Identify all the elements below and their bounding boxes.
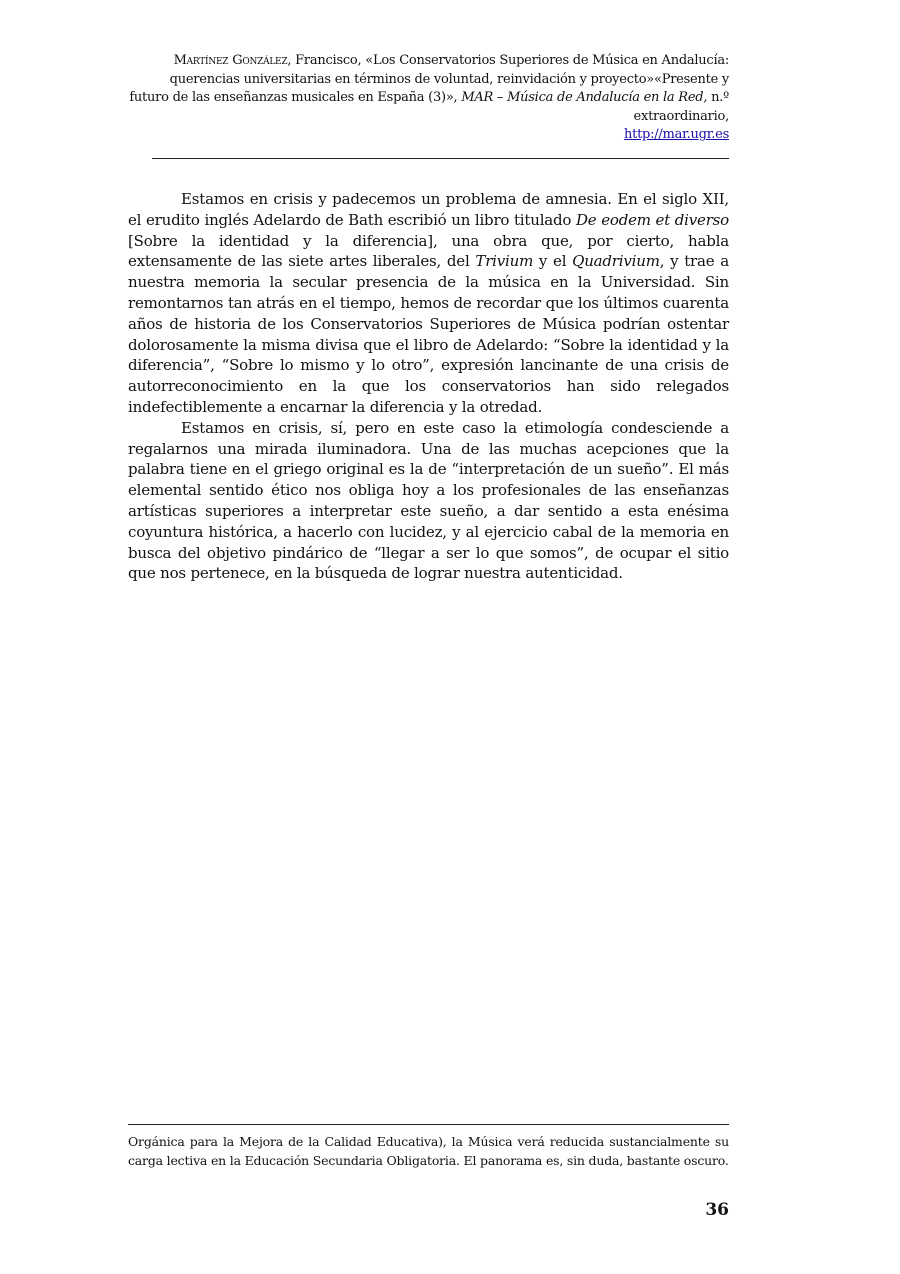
paragraph-1 <box>128 189 729 418</box>
quadrivium-italic: Quadrivium <box>572 252 660 271</box>
footnote-divider <box>128 1124 729 1125</box>
running-header <box>128 52 729 145</box>
citation-issue: n.º extraordinario, <box>633 90 729 124</box>
paragraph-1-text-a: Estamos en crisis y padecemos un problema de amnesia. En el siglo XII, el erudito inglés Adelardo de Bath escribió un libro titulado <box>128 190 729 229</box>
body-text <box>128 189 729 584</box>
paragraph-2: Estamos en crisis, sí, pero en este caso la etimología condesciende a regalarnos una mirada iluminadora. Una de las muchas acepciones que la palabra tiene en el griego original es la de “interpretación de un sueño”. El más elemental sentido ético nos obliga hoy a los profesionales de las enseñanzas artísticas superiores a interpretar este sueño, a dar sentido a esta enésima coyuntura histórica, a hacerlo con lucidez, y al ejercicio cabal de la memoria en busca del objetivo pindárico de “llegar a ser lo que somos”, de ocupar el sitio que nos pertenece, en la búsqueda de lograr nuestra autenticidad. <box>128 418 729 583</box>
journal-title: MAR – Música de Andalucía en la Red, <box>461 90 708 106</box>
paragraph-1-text-c: y el <box>533 252 573 271</box>
paragraph-1-text-b: [Sobre la identidad y la diferencia], una obra que, por cierto, habla extensamente de las siete artes liberales, del <box>128 231 729 271</box>
footnote-text: Orgánica para la Mejora de la Calidad Educativa), la Música verá reducida sustancialmente su carga lectiva en la Educación Secundaria Obligatoria. El panorama es, sin duda, bastante oscuro. <box>128 1134 729 1168</box>
trivium-italic: Trivium <box>475 252 534 271</box>
header-divider <box>152 158 729 159</box>
author-name: Martínez González <box>173 53 288 68</box>
citation-text: , Francisco, «Los Conservatorios Superiores de Música en Andalucía: querencias universitarias en términos de voluntad, reinvidación y proyecto»«Presente y futuro de las enseñanzas musicales en España (3)», <box>129 53 729 106</box>
page-number: 36 <box>705 1200 729 1220</box>
paragraph-1-text-d: , y trae a nuestra memoria la secular presencia de la música en la Universidad. Sin remontarnos tan atrás en el tiempo, hemos de recordar que los últimos cuarenta años de historia de los Conservatorios Superiores de Música podrían ostentar dolorosamente la misma divisa que el libro de Adelardo: “Sobre la identidad y la diferencia”, “Sobre lo mismo y lo otro”, expresión lancinante de una crisis de autorreconocimiento en la que los conservatorios han sido relegados indefectiblemente a encarnar la diferencia y la otredad. <box>128 252 729 416</box>
journal-url-link[interactable]: http://mar.ugr.es <box>623 127 729 143</box>
book-title-italic: De eodem et diverso <box>575 210 729 229</box>
